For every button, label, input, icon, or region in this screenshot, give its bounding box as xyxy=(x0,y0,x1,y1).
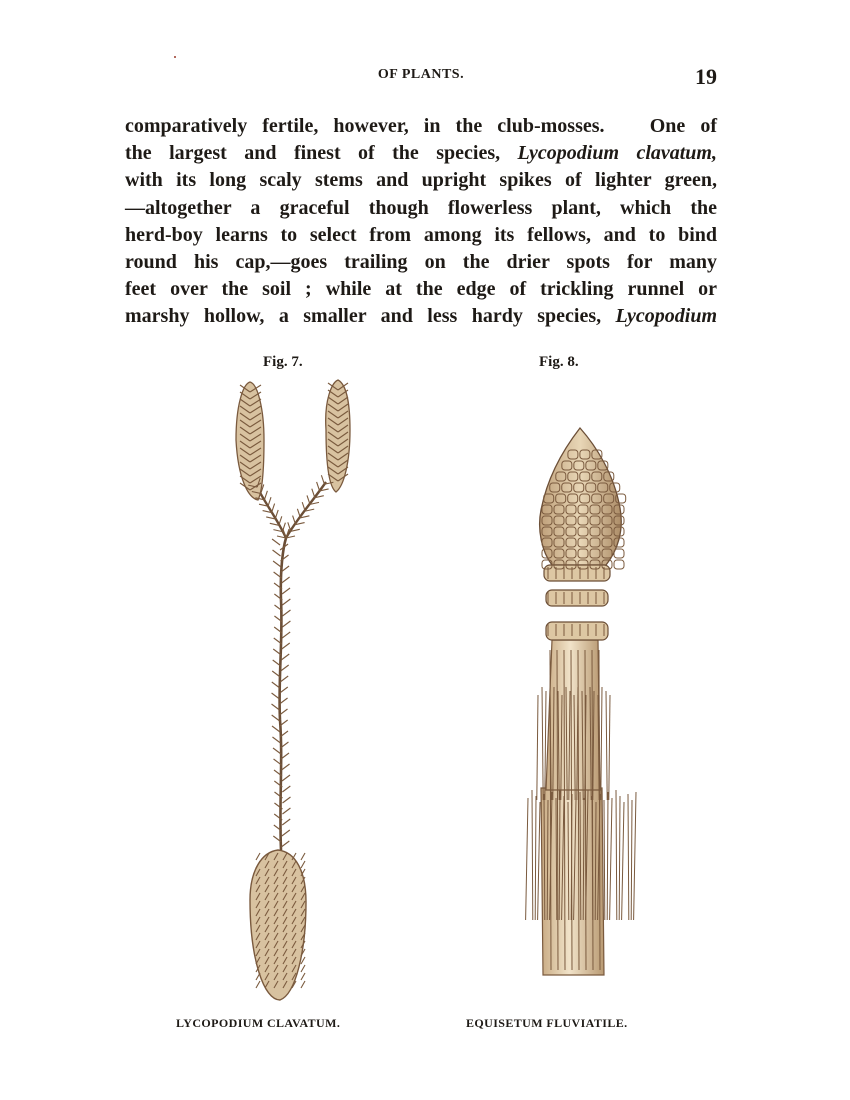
figure-7-label: Fig. 7. xyxy=(263,354,303,370)
body-text-run: with its long scaly stems and upright spikes of lighter green, xyxy=(125,169,717,192)
running-title: OF PLANTS. xyxy=(377,67,465,82)
equisetum-illustration xyxy=(526,428,636,975)
paper-speck xyxy=(174,56,176,58)
figure-7-caption: LYCOPODIUM CLAVATUM. xyxy=(176,1016,341,1030)
body-text-run: herd-boy learns to select from among its fellows, and to bind xyxy=(125,223,717,246)
body-italic-run: Lycopodium xyxy=(615,305,717,328)
body-text-run: feet over the soil ; while at the edge of trickling runnel or xyxy=(125,278,717,301)
page-number: 19 xyxy=(695,64,717,89)
body-text-run: comparatively fertile, however, in the club-mosses. One of xyxy=(125,115,717,137)
body-text-run: —altogether a graceful though flowerless plant, which the xyxy=(125,196,717,219)
figure-8-caption: EQUISETUM FLUVIATILE. xyxy=(466,1016,628,1030)
body-text-run: the largest and finest of the species, xyxy=(125,142,518,165)
figure-8-label: Fig. 8. xyxy=(539,354,579,370)
body-text-run: round his cap,—goes trailing on the drier spots for many xyxy=(125,250,717,273)
lycopodium-illustration xyxy=(236,380,350,1000)
body-text-run: marshy hollow, a smaller and less hardy species, xyxy=(125,305,616,328)
body-italic-run: Lycopodium clavatum, xyxy=(517,142,717,165)
